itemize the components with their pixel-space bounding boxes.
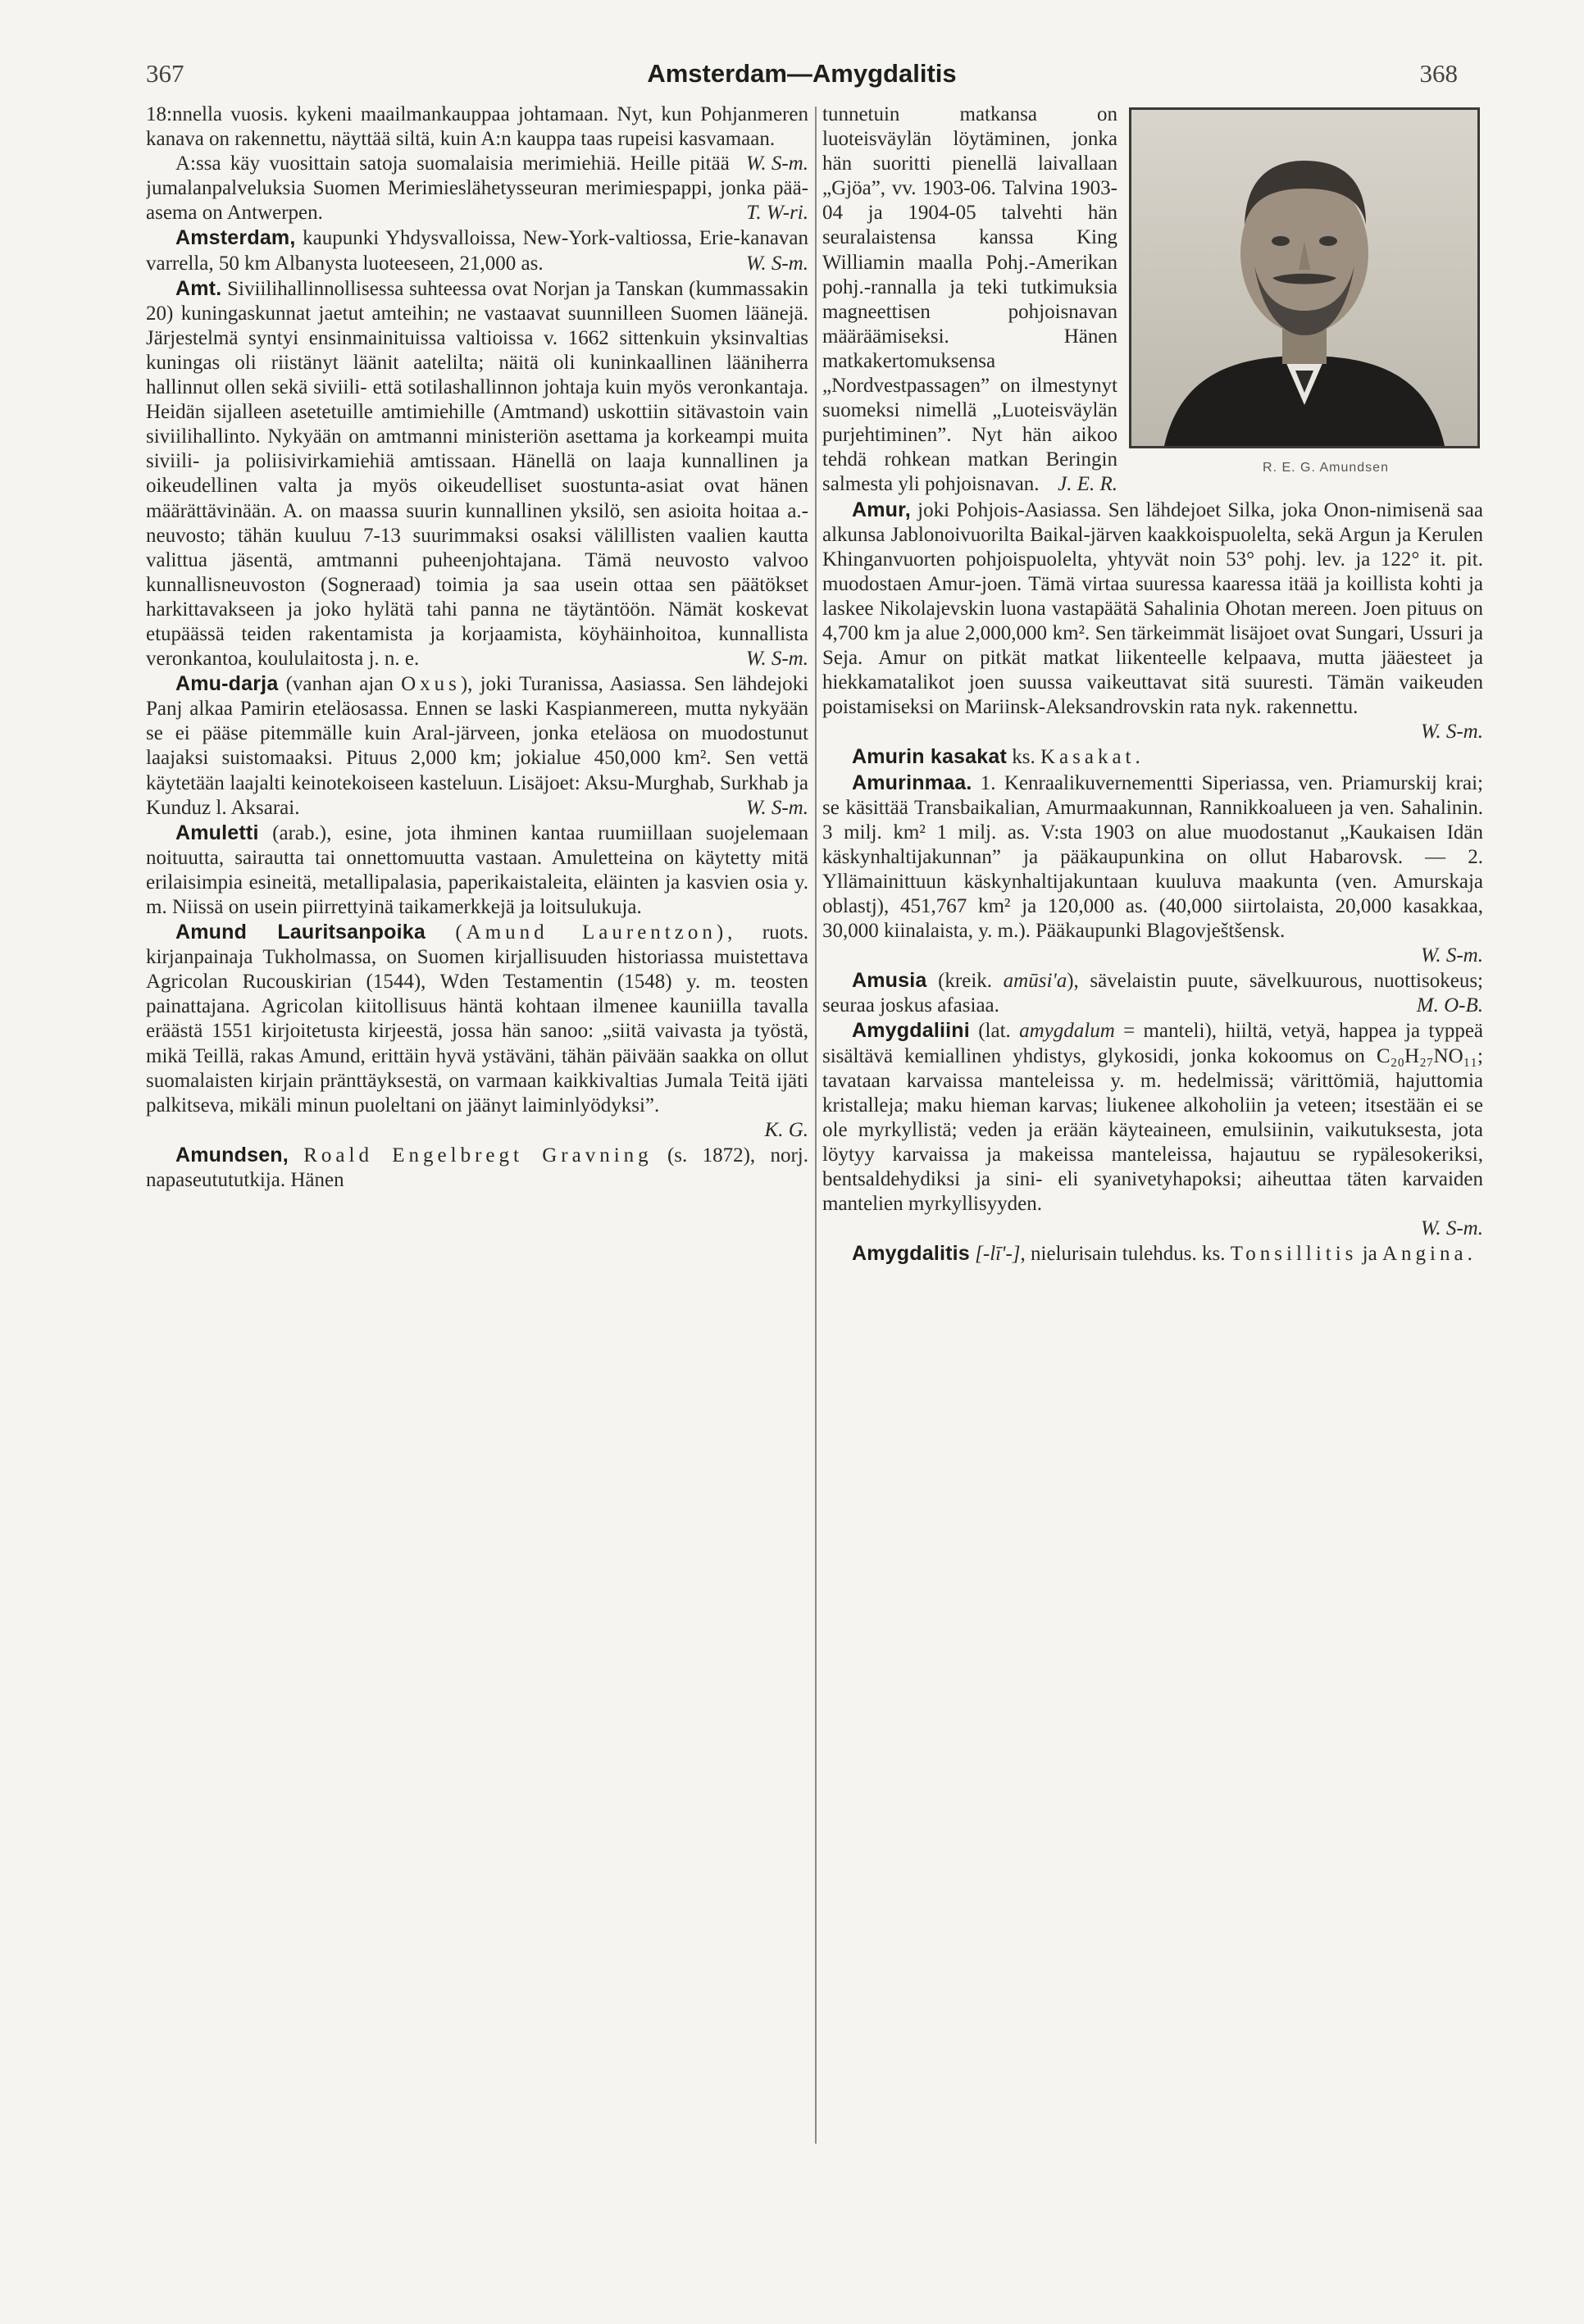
entry-text: Siviilihallinnollisessa suhteessa ovat Norjan ja Tanskan (kummassakin 20) kuningaskunnat jaetut amteihin; ne vastaavat suunnilleen Suomen läänejä. Järjestelmä syntyi ensinmainituissa valtioissa v. 1662 sittenkuin yksinvaltias kuningas oli riistänyt läänit aatelilta; näitä oli kuninkaallinen lääniherra hallinnut ollen sekä siviili- että sotilashallinnon johtaja kuin myös veronkantaja. Heidän sijalleen asetetuille amtimiehille (Amtmand) uskottiin sitävastoin vain siviilihallinto. Nykyään on amtmanni ministeriön asettama ja korkeampi muita siviili- ja poliisivirkamiehiä amtissaan. Hänellä on laaja kunnallinen ja oikeudellinen valta ja myös oikeudelliset suostunta-asiat ovat hänen määrättävinään. A. on maassa suurin kunnallinen yksilö, sen asioita hoitaa a.-neuvosto; tähän kuuluu 7-13 suurimmaksi osaksi välillisten vaalien kautta valittua jäsentä, amtmanni puheenjohtajana. Tämä neuvosto valvoo kunnallisneuvoston (Sogneraad) toimia ja saa usein ottaa sen päätökset harkittavakseen ja joko hylätä tahi panna ne täytäntöön. Nämät koskevat etupäässä teiden rakentamista ja korjaamista, köyhäinhoitoa, kunnallista veronkantoa, koululaitosta j. n. e. (146, 277, 808, 671)
entry-text: ja (1362, 1243, 1377, 1266)
cross-reference: Tonsillitis (1230, 1243, 1358, 1266)
entry-text: , nielurisain tulehdus. ks. (1020, 1243, 1226, 1266)
author-signature: W. S-m. (1420, 721, 1483, 744)
author-signature: W. S-m. (745, 252, 808, 275)
pronunciation: [-lī'-] (975, 1243, 1021, 1266)
headword: Amt. (175, 276, 222, 300)
right-column (822, 102, 1483, 2267)
left-column (146, 102, 808, 2267)
page-number-left: 367 (146, 59, 184, 88)
spaced-term: (Amund Laurentzon) (455, 921, 728, 944)
entry-text: (arab.), esine, jota ihminen kantaa ruumiillaan suojelemaan noituutta, sairautta tai onnettomuutta vastaan. Amuletteina on käytetty mitä erilaisimpia esineitä, metallipalasia, paperikaistaleita, eläinten ja kasvien osia y. m. Niissä on usein piirrettyinä taikamerkkejä ja loitsulukuja. (146, 821, 808, 918)
spaced-term: Roald Engelbregt Gravning (303, 1144, 653, 1167)
headword: Amur, (852, 498, 911, 521)
headword: Amurinmaa. (852, 771, 972, 794)
page-title: Amsterdam—Amygdalitis (647, 59, 957, 88)
entry-amsterdam-ny (146, 225, 808, 275)
entry-text: (lat. (978, 1020, 1011, 1043)
entry-text: = manteli), hiiltä, vetyä, happea ja typpeä sisältävä kemiallinen yhdistys, glykosidi, jonka kokoomus on C₂₀H₂₇NO₁₁; tavataan karvaissa manteleissa y. m. hedelmissä; värittömiä, hajuttomia kristalleja; maku hieman karvas; liukenee alkoholiin ja veteen; itsestään ei se ole myrkyllistä; veden ja erään käyteaineen, emulsiinin, vaikutuksesta, jota löytyy karvaissa ja makeissa manteleissa, hajautuu se rypälesokeriksi, bentsaldehydiksi ja sini- eli syanivetyhapoksi; aiheuttaa täten karvaiden mantelien myrkyllisyyden. (822, 1020, 1483, 1216)
column-divider (815, 107, 817, 2144)
headword: Amu-darja (175, 672, 279, 696)
entry-text: (kreik. (938, 970, 993, 993)
entry-text: joki Pohjois-Aasiassa. Sen lähdejoet Silka, joka Onon-nimisenä saa alkunsa Jablonoivuorilta Baikal-järven kaakkoispuolelta, sekä Argun ja Kerulen Khinganvuorten pohjoispuolelta, yhtyvät noin 53° pohj. lev. ja 122° it. pit. muodostaen Amur-joen. Tämä virtaa suuressa kaaressa itää ja koillista kohti ja laskee Nikolajevskin luona vastapäätä Sahalinia Ohotan mereen. Joen pituus on 4,700 km ja alue 2,000,000 km². Sen tärkeimmät lisäjoet ovat Sungari, Ussuri ja Seja. Amur on pitkät matkat liikenteelle kelpaava, mutta jääesteet ja hiekkamatalikot joen suussa vaikeuttavat sitä suuresti. Tämän vaikeuden poistamiseksi on Mariinsk-Aleksandrovskin rata nyk. rakennettu. (822, 498, 1483, 719)
portrait-image (1129, 107, 1480, 448)
entry-amur (822, 498, 1483, 721)
entry-text: 18:nnella vuosis. kykeni maailmankauppaa johtamaan. Nyt, kun Pohjanmeren kanava on rakennettu, näyttää siltä, kuin A:n kauppa taas rupeisi kasvamaan. (146, 103, 808, 151)
page-header (146, 59, 1458, 92)
entry-amuletti (146, 821, 808, 920)
cross-reference: Kasakat. (1040, 746, 1145, 769)
author-signature: K. G. (764, 1118, 808, 1141)
cross-reference: Angina. (1381, 1243, 1477, 1266)
headword: Amygdaliini (852, 1019, 970, 1043)
entry-amund-lauritsanpoika (146, 920, 808, 1118)
portrait-amundsen (1129, 107, 1483, 488)
entry-amt (146, 276, 808, 672)
headword: Amund Lauritsanpoika (175, 921, 426, 944)
headword: Amuletti (175, 821, 259, 844)
entry-amusia (822, 968, 1483, 1018)
entry-text: kaupunki Yhdysvalloissa, New-York-valtiossa, Erie-kanavan varrella, 50 km Albanysta luoteeseen, 21,000 as. (146, 227, 808, 275)
entry-amu-darja (146, 671, 808, 821)
headword: Amygdalitis (852, 1242, 970, 1266)
entry-text: ), joki Turanissa, Aasiassa. Sen lähdejoki Panj alkaa Pamirin eteläosassa. Ennen se laski Kaspianmereen, mutta nykyään se ei pääse pitemmälle kuin Aral-järveen, jonka eteläosa on muodostunut laajaksi suistomaaksi. Pituus 2,000 km; jokialue 450,000 km². Sen vettä käytetään laajalti keinotekoiseen kasteluun. Lisäjoet: Aksu-Murghab, Surkhab ja Kunduz l. Aksarai. (146, 673, 808, 819)
entry-amygdalitis (822, 1241, 1483, 1267)
entry-text: , ruots. kirjanpainaja Tukholmassa, on Suomen kirjallisuuden historiassa muistettava Agricolan Rucouskirian (1544), Wden Testamentin (1548) y. m. teosten painattajana. Agricolan kiitollisuus häntä kohtaan ilmenee kauniilla tavalla eräästä 1551 kirjoitetusta kirjeestä, jossa hän sanoo: „siitä vaivasta ja työstä, mikä Teillä, rakas Amund, erittäin hyvä ystäväni, tähän päivään saakka on ollut suomalaisten kirjain pränttäyksestä, on varmaan kaikkivaltias Jumala Teitä ijäti palkitseva, mikäli minun puoleltani on jäänyt laiminlyödyksi”. (146, 921, 808, 1117)
entry-amygdaliini (822, 1018, 1483, 1217)
entry-text: A:ssa käy vuosittain satoja suomalaisia merimiehiä. Heille pitää jumalanpalveluksia Suomen Merimieslähetysseuran merimiespappi, jonka pää-asema on Antwerpen. (146, 152, 808, 225)
author-signature: W. S-m. (1420, 944, 1483, 967)
spaced-term: Oxus (401, 673, 461, 696)
author-signature: W. S-m. (745, 648, 808, 671)
author-signature: M. O-B. (1416, 994, 1483, 1017)
portrait-photo (1131, 110, 1477, 446)
entry-amurinmaa (822, 771, 1483, 944)
author-signature: W. S-m. (745, 796, 808, 819)
headword: Amsterdam, (175, 226, 296, 250)
author-signature: J. E. R. (1058, 473, 1117, 496)
greek-term: amūsi'a (1003, 970, 1067, 993)
author-signature: T. W-ri. (746, 202, 808, 225)
entry-text: ks. (1012, 746, 1036, 769)
headword: Amurin kasakat (852, 745, 1007, 769)
entry-text: tunnetuin matkansa on luoteisväylän löytäminen, jonka hän suoritti pienellä laivallaan „Gjöa”, vv. 1903-06. Talvina 1903-04 ja 1904-05 talvehti hän seuralaistensa kanssa King Williamin maalla Pohj.-Amerikan pohj.-rannalla ja teki tutkimuksia magneettisen pohjoisnavan määräämiseksi. Hänen matkakertomuksensa „Nordvestpassagen” on ilmestynyt suomeksi nimellä „Luoteisväylän purjehtiminen”. Nyt hän aikoo tehdä rohkean matkan Beringin salmesta yli pohjoisnavan. (822, 103, 1117, 496)
latin-term: amygdalum (1019, 1020, 1115, 1043)
entry-amsterdam-continuation (146, 102, 808, 175)
entry-amundsen (146, 1143, 808, 1193)
headword: Amusia (852, 969, 927, 993)
author-signature: W. S-m. (745, 152, 808, 175)
entry-text: 1. Kenraalikuvernementti Siperiassa, ven. Priamurskij krai; se käsittää Transbaikalian, Amurmaakunnan, Rannikkoalueen ja ven. Sahalinin. 3 milj. km² 1 milj. as. V:sta 1903 on alue muodostanut „Kaukaisen Idän käskynhaltijakunnan” ja pääkaupunkina on ollut Habarovsk. — 2. Yllämainittuun käskynhaltijakuntaan kuuluva maakunta (ven. Amurskaja oblastj), 451,767 km² ja 120,000 as. (40,000 siirtolaista, 20,000 kasakkaa, 30,000 kiinalaista, y. m.). Pääkaupunki Blagovještšensk. (822, 771, 1483, 943)
headword: Amundsen, (175, 1143, 289, 1167)
entry-text: (s. 1872), norj. napaseutututkija. Hänen (146, 1144, 808, 1192)
page-number-right: 368 (1419, 59, 1458, 88)
entry-text: ), sävelaistin puute, sävelkuurous, nuottisokeus; seuraa joskus afasiaa. (822, 970, 1483, 1017)
entry-amurin-kasakat (822, 744, 1483, 770)
author-signature: W. S-m. (1420, 1217, 1483, 1240)
entry-amsterdam-seamen (146, 152, 808, 225)
entry-text: (vanhan ajan (285, 673, 394, 696)
portrait-caption: R. E. G. Amundsen (1263, 461, 1389, 475)
